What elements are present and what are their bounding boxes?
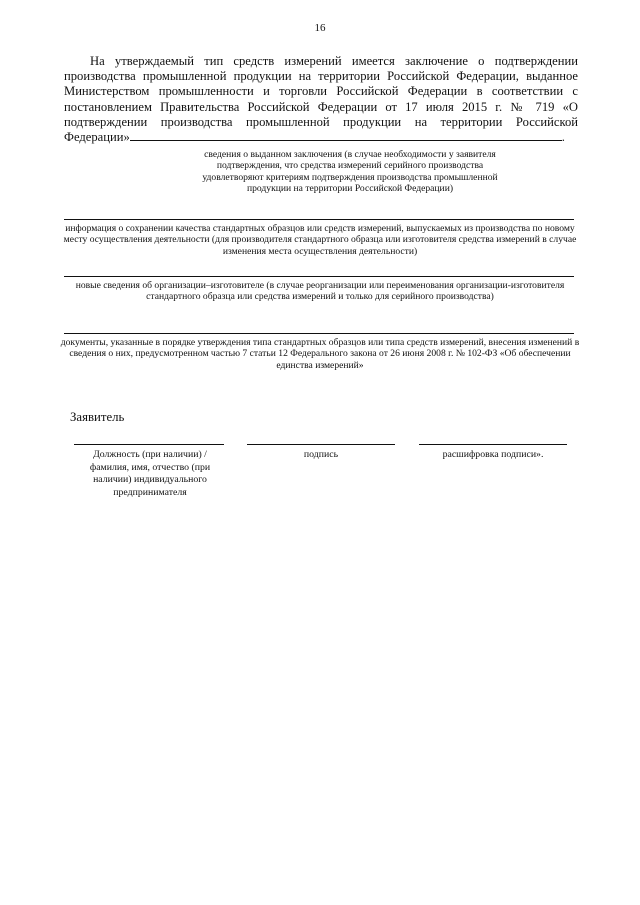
conclusion-caption: сведения о выданном заключения (в случае необходимости у заявителя подтверждения, что средства измерений серийного производства удовлетворяют критериям подтверждения производства промышленной продукции на территории Российской Федерации): [202, 149, 498, 195]
position-caption: Должность (при наличии) / фамилия, имя, отчество (при наличии) индивидуального предпринимателя: [89, 449, 211, 498]
documents-fill-line: [64, 333, 574, 334]
documents-caption: документы, указанные в порядке утверждения типа стандартных образцов или типа средств измерений, внесения изменений в сведения о них, предусмотренном частью 7 статьи 12 Федерального закона от 26 июня 2008 г. № 102-ФЗ «Об обеспечении единства измерений»: [60, 337, 580, 371]
quality-caption: информация о сохранении качества стандартных образцов или средств измерений, выпускаемых из производства по новому месту осуществления деятельности (для производителя стандартного образца или изготовителя средства измерений в случае изменения места осуществления деятельности): [63, 223, 577, 257]
intro-end: .: [561, 130, 565, 145]
page-number: 16: [314, 22, 326, 34]
decoding-fill-line: [419, 444, 567, 445]
signature-fill-line: [247, 444, 395, 445]
intro-text: На утверждаемый тип средств измерений имеется заключение о подтверждении производства промышленной продукции на территории Российской Федерации, выданное Министерством промышленности и торговли Российской Федерации в соответствии с постановлением Правительства Российской Федерации от 17 июля 2015 г. № 719 «О подтверждении производства промышленной продукции на территории Российской Федерации»: [64, 54, 578, 145]
intro-fill-line: [130, 130, 562, 141]
decoding-caption: расшифровка подписи».: [442, 449, 544, 460]
manufacturer-fill-line: [64, 276, 574, 277]
quality-fill-line: [64, 219, 574, 220]
signature-caption: подпись: [303, 449, 339, 460]
manufacturer-caption: новые сведения об организации–изготовителе (в случае реорганизации или переименования организации-изготовителя стандартного образца или средства измерений и только для серийного производства): [75, 280, 565, 303]
intro-paragraph: [64, 54, 578, 145]
position-fill-line: [74, 444, 224, 445]
applicant-label: Заявитель: [70, 410, 125, 424]
